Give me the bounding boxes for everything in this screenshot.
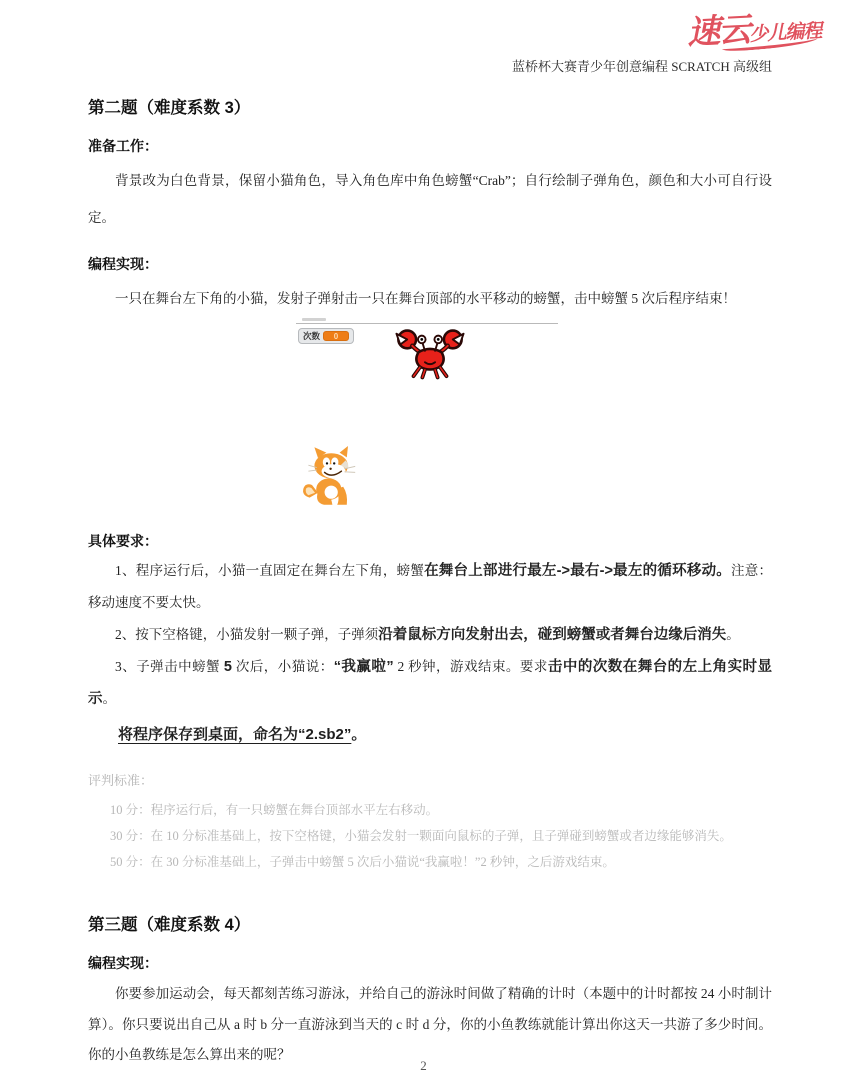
grading-item-10: 10 分：程序运行后，有一只螃蟹在舞台顶部水平左右移动。 <box>110 803 439 817</box>
scratch-cat-sprite-icon <box>300 445 366 513</box>
grading-heading: 评判标准： <box>88 773 154 788</box>
grading-item-50: 50 分：在 30 分标准基础上，子弹击中螃蟹 5 次后小猫说“我赢啦！”2 秒钟，之后游戏结束。 <box>110 855 615 869</box>
req2-end: 。 <box>726 627 740 642</box>
document-header: 蓝桥杯大赛青少年创意编程 SCRATCH 高级组 <box>511 59 772 74</box>
variable-watcher <box>298 328 354 344</box>
question3-title: 第三题（难度系数 4） <box>88 916 251 934</box>
req3-bold-speech: “我赢啦” <box>333 659 394 675</box>
save-instruction-period: 。 <box>351 726 367 743</box>
save-instruction-underlined: 将程序保存到桌面，命名为“2.sb2” <box>118 726 352 743</box>
grading-item-30: 30 分：在 10 分标准基础上，按下空格键，小猫会发射一颗面向鼠标的子弹，且子弹碰到螃蟹或者边缘能够消失。 <box>110 829 732 843</box>
stage-toolbar-smudge <box>302 318 326 321</box>
question3-section <box>88 911 772 1070</box>
impl-paragraph-q3: 你要参加运动会，每天都刻苦练习游泳，并给自己的游泳时间做了精确的计时（本题中的计时都按 24 小时制计算）。你只要说出自己从 a 时 b 分一直游泳到当天的 c 时 d 分，你的小鱼教练就能计算出你这天一共游了多少时间。你的小鱼教练是怎么算出来的呢？ <box>88 986 772 1062</box>
impl-heading-q2: 编程实现： <box>88 256 158 272</box>
stage-top-border <box>296 323 558 324</box>
req3-end: 。 <box>102 691 116 706</box>
req1-note: 注意：移动速度不要太快。 <box>88 563 773 610</box>
requirement-1 <box>88 555 772 619</box>
requirements-heading: 具体要求： <box>88 533 158 549</box>
req3-bold-display: 击中的次数在舞台的左上角实时显示 <box>88 659 773 707</box>
req3-bold-count: 5 <box>223 659 232 675</box>
requirement-3 <box>88 651 772 715</box>
page-number: 2 <box>420 1058 427 1070</box>
grading-list <box>88 797 772 875</box>
req1-text: 1、程序运行后，小猫一直固定在舞台左下角，螃蟹 <box>115 563 425 578</box>
impl-paragraph-q2: 一只在舞台左下角的小猫，发射子弹射击一只在舞台顶部的水平移动的螃蟹，击中螃蟹 5 次后程序结束！ <box>115 291 736 306</box>
req1-bold: 在舞台上部进行最左->最右->最左的循环移动。 <box>424 563 732 579</box>
req3-text3: 2 秒钟，游戏结束。要求 <box>393 659 548 674</box>
req3-text1: 3、子弹击中螃蟹 <box>115 659 224 674</box>
save-instruction <box>88 723 772 744</box>
prep-heading: 准备工作： <box>88 138 158 154</box>
stage-screenshot <box>296 319 558 523</box>
impl-heading-q3: 编程实现： <box>88 955 158 971</box>
crab-sprite-icon <box>392 325 468 383</box>
variable-watcher-value: 0 <box>323 331 349 341</box>
req3-text2: 次后，小猫说： <box>232 659 334 674</box>
req2-bold: 沿着鼠标方向发射出去，碰到螃蟹或者舞台边缘后消失 <box>378 627 727 643</box>
variable-watcher-label: 次数 <box>303 331 321 341</box>
prep-paragraph: 背景改为白色背景，保留小猫角色，导入角色库中角色螃蟹“Crab”；自行绘制子弹角色，颜色和大小可自行设定。 <box>88 173 772 225</box>
question2-title: 第二题（难度系数 3） <box>88 99 251 117</box>
requirement-2 <box>88 619 772 651</box>
document-content <box>88 0 772 1070</box>
brand-logo-text-main: 速云 <box>686 9 751 52</box>
brand-logo-text-sub: 少儿编程 <box>748 19 822 46</box>
req2-text: 2、按下空格键，小猫发射一颗子弹，子弹须 <box>115 627 379 642</box>
